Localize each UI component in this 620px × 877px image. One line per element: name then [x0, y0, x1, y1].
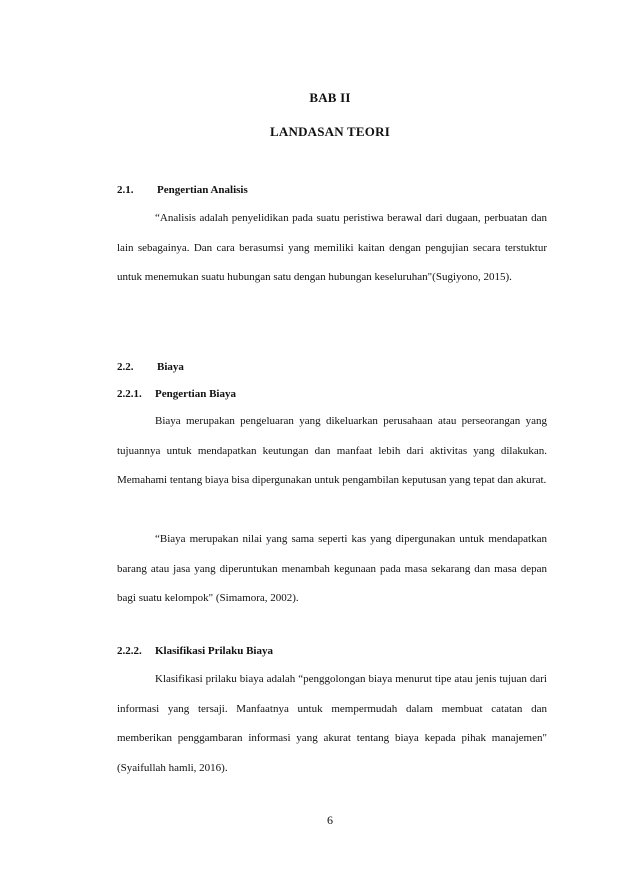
section-heading-2-2-2: [117, 645, 273, 657]
chapter-title: LANDASAN TEORI: [270, 124, 390, 139]
section-title: Pengertian Biaya: [155, 388, 236, 400]
paragraph-biaya-2: “Biaya merupakan nilai yang sama seperti kas yang dipergunakan untuk mendapatkan barang atau jasa yang diperuntukan menambah kegunaan pada masa sekarang dan masa depan bagi suatu kelompok" (Simamora, 2002).: [117, 533, 547, 604]
paragraph-biaya-1: Biaya merupakan pengeluaran yang dikeluarkan perusahaan atau perseorangan yang tujuannya untuk mendapatkan keutungan dan manfaat lebih dari aktivitas yang dilakukan. Memahami tentang biaya bisa dipergunakan untuk pengambilan keputusan yang tepat dan akurat.: [117, 415, 547, 486]
paragraph-klasifikasi: Klasifikasi prilaku biaya adalah “penggolongan biaya menurut tipe atau jenis tujuan dari informasi yang tersaji. Manfaatnya untuk mempermudah dalam membuat catatan dan memberikan penggambaran informasi yang akurat tentang biaya kepada pihak manajemen" (Syaifullah hamli, 2016).: [117, 673, 547, 774]
section-title: Pengertian Analisis: [157, 184, 248, 196]
section-title: Biaya: [157, 361, 184, 373]
section-heading-2-1: [117, 184, 248, 196]
page-number: 6: [327, 813, 333, 827]
section-number: 2.2.2.: [117, 645, 142, 657]
section-title: Klasifikasi Prilaku Biaya: [155, 645, 273, 657]
chapter-number: BAB II: [309, 90, 351, 105]
section-number: 2.2.1.: [117, 388, 142, 400]
paragraph-analisis: “Analisis adalah penyelidikan pada suatu peristiwa berawal dari dugaan, perbuatan dan lain sebagainya. Dan cara berasumsi yang memiliki kaitan dengan pengujian secara terstuktur untuk menemukan suatu hubungan satu dengan hubungan keseluruhan"(Sugiyono, 2015).: [117, 212, 547, 283]
section-heading-2-2: [117, 361, 184, 373]
section-number: 2.2.: [117, 361, 134, 373]
section-heading-2-2-1: [117, 388, 236, 400]
section-number: 2.1.: [117, 184, 134, 196]
